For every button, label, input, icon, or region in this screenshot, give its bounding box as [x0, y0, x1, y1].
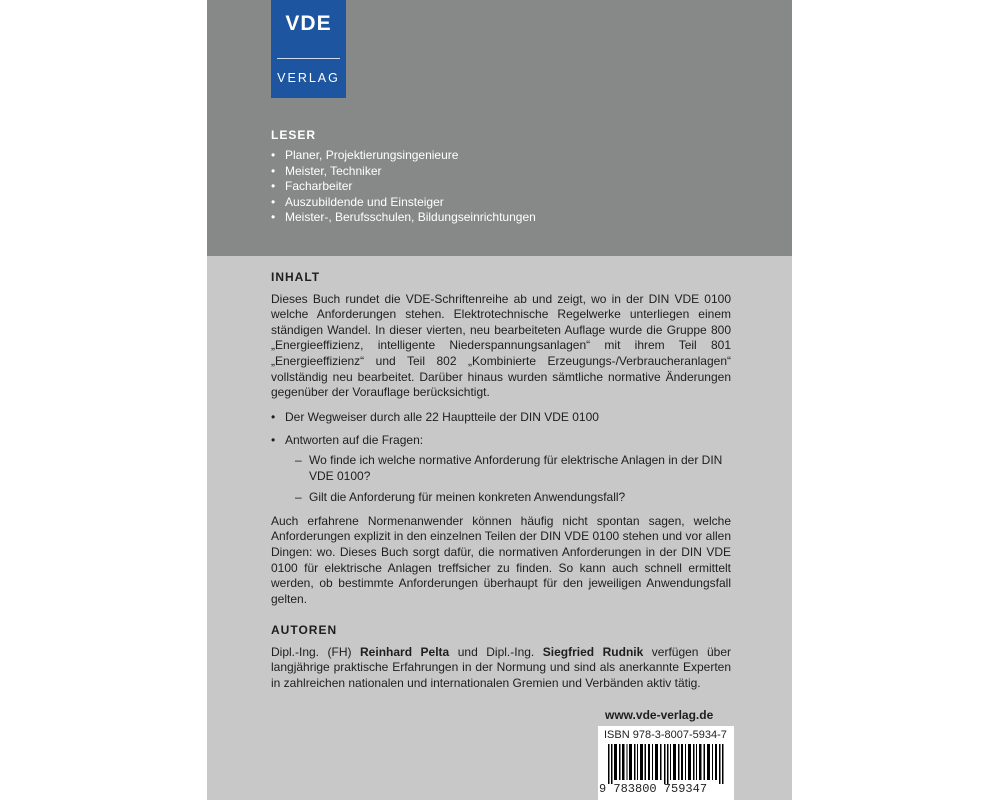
reader-panel [207, 0, 792, 256]
book-back-cover [207, 0, 792, 800]
reader-item: • Facharbeiter [271, 179, 536, 195]
authors-text [271, 645, 731, 692]
authors-description: verfügen über langjährige praktische Erfahrungen in der Normung und sind als anerkannte Experten in zahlreichen nationalen und internationalen Gremien und Verbänden aktiv tätig. [271, 644, 731, 691]
content-bullets [271, 410, 731, 506]
content-bullet-answers-label: Antworten auf die Fragen: [285, 433, 424, 448]
logo-verlag-text: VERLAG [277, 71, 340, 85]
authors-connector: und Dipl.-Ing. [449, 644, 543, 659]
content-heading: INHALT [271, 270, 321, 284]
readers-list [271, 148, 536, 226]
reader-item: • Auszubildende und Einsteiger [271, 195, 536, 211]
authors-section [271, 623, 731, 691]
reader-item: • Meister-, Berufsschulen, Bildungseinrichtungen [271, 210, 536, 226]
isbn-number: ISBN 978-3-8007-5934-7 [604, 729, 727, 741]
question-item: – Gilt die Anforderung für meinen konkreten Anwendungsfall? [285, 490, 731, 506]
author2-name: Siegfried Rudnik [542, 644, 644, 659]
content-closing: Auch erfahrene Normenanwender können häufig nicht spontan sagen, welche Anforderungen explizit in den einzelnen Teilen der DIN VDE 0100 stehen und vor allen Dingen: wo. Dieses Buch sorgt dafür, die normativen Anforderungen in der DIN VDE 0100 für elektrische Anlagen treffsicher zu finden. So kann auch schnell ermittelt werden, ob bestimmte Anforderungen überhaupt für den jeweiligen Anwendungsfall gelten. [271, 513, 731, 606]
logo-vde-text: VDE [285, 12, 332, 35]
content-intro: Dieses Buch rundet die VDE-Schriftenreihe ab und zeigt, wo in der DIN VDE 0100 welche Anforderungen stehen. Elektrotechnische Regelwerke unterliegen einem ständigen Wandel. In dieser vierten, neu bearbeiteten Auflage wurde die Gruppe 800 „Energieeffizienz, intelligente Niederspannungsanlagen“ mit ihrem Teil 801 „Energieeffizienz“ und Teil 802 „Kombinierte Erzeugungs-/Verbraucheranlagen“ vollständig neu bearbeitet. Darüber hinaus wurden sämtliche normative Änderungen gegenüber der Vorauflage berücksichtigt. [271, 291, 731, 400]
publisher-website: www.vde-verlag.de [605, 708, 714, 722]
author1-name: Reinhard Pelta [360, 644, 450, 659]
readers-heading: LESER [271, 128, 317, 142]
question-item: – Wo finde ich welche normative Anforderung für elektrische Anlagen in der DIN VDE 0100? [285, 453, 731, 484]
content-section [271, 270, 731, 692]
reader-item: • Planer, Projektierungsingenieure [271, 148, 536, 164]
content-bullet-answers [271, 433, 731, 505]
question-list [285, 453, 731, 506]
content-bullet-guide: • Der Wegweiser durch alle 22 Hauptteile der DIN VDE 0100 [271, 410, 731, 426]
logo-divider [277, 58, 340, 59]
vde-verlag-logo [271, 0, 346, 98]
isbn-barcode [598, 726, 734, 800]
barcode-digits: 9 783800 759347 [599, 782, 708, 796]
author1-prefix: Dipl.-Ing. (FH) [271, 644, 361, 659]
barcode-bars [608, 744, 724, 784]
reader-item: • Meister, Techniker [271, 164, 536, 180]
authors-heading: AUTOREN [271, 623, 338, 638]
